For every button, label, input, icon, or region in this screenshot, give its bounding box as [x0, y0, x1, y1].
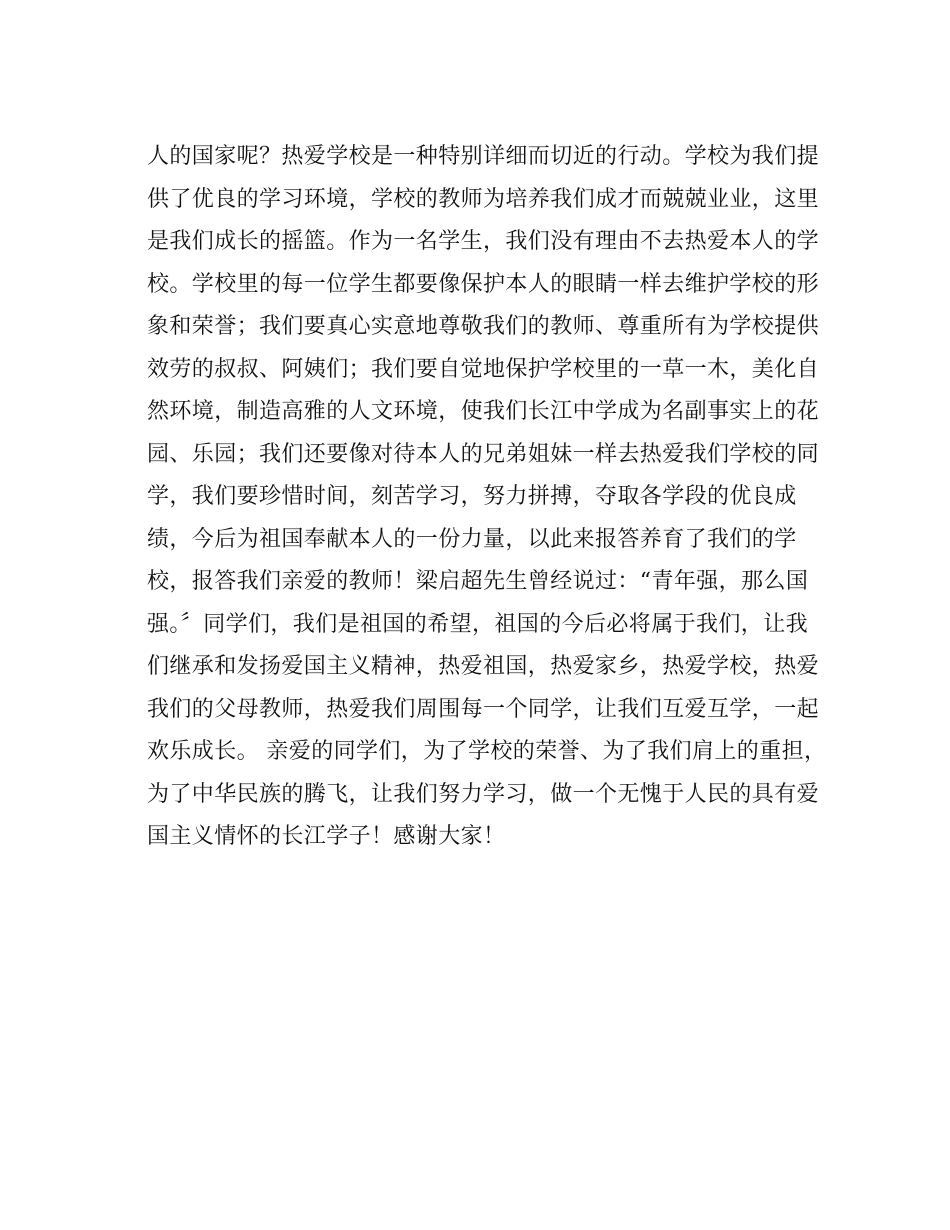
text-line: 校，报答我们亲爱的教师！梁启超先生曾经说过：“青年强，那么国 [147, 569, 809, 594]
text-line: 国主义情怀的长江学子！感谢大家！ [147, 824, 506, 849]
speech-text-block [147, 136, 827, 859]
text-line: 园、乐园；我们还要像对待本人的兄弟姐妹一样去热爱我们学校的同 [147, 441, 820, 467]
text-line: 欢乐成长。 亲爱的同学们，为了学校的荣誉、为了我们肩上的重担， [147, 739, 827, 764]
text-line: 然环境，制造高雅的人文环境，使我们长江中学成为名副事实上的花 [147, 399, 820, 424]
text-line: 效劳的叔叔、阿姨们；我们要自觉地保护学校里的一草一木，美化自 [147, 356, 820, 382]
text-line: 是我们成长的摇篮。作为一名学生，我们没有理由不去热爱本人的学 [147, 229, 820, 254]
text-line: 为了中华民族的腾飞，让我们努力学习，做一个无愧于人民的具有爱 [147, 781, 820, 807]
text-line: 我们的父母教师，热爱我们周围每一个同学，让我们互爱互学，一起 [147, 696, 820, 722]
text-line: 强。〞同学们，我们是祖国的希望，祖国的今后必将属于我们，让我 [147, 611, 809, 637]
text-line: 象和荣誉；我们要真心实意地尊敬我们的教师、尊重所有为学校提供 [147, 314, 820, 339]
text-line: 们继承和发扬爱国主义精神，热爱祖国，热爱家乡，热爱学校，热爱 [147, 654, 820, 679]
text-line: 学，我们要珍惜时间，刻苦学习，努力拼搏，夺取各学段的优良成 [147, 484, 797, 509]
text-line: 供了优良的学习环境，学校的教师为培养我们成才而兢兢业业，这里 [147, 186, 820, 212]
text-line: 人的国家呢？热爱学校是一种特别详细而切近的行动。学校为我们提 [147, 144, 820, 169]
text-line: 校。学校里的每一位学生都要像保护本人的眼睛一样去维护学校的形 [147, 271, 820, 297]
text-line: 绩，今后为祖国奉献本人的一份力量，以此来报答养育了我们的学 [147, 526, 797, 552]
